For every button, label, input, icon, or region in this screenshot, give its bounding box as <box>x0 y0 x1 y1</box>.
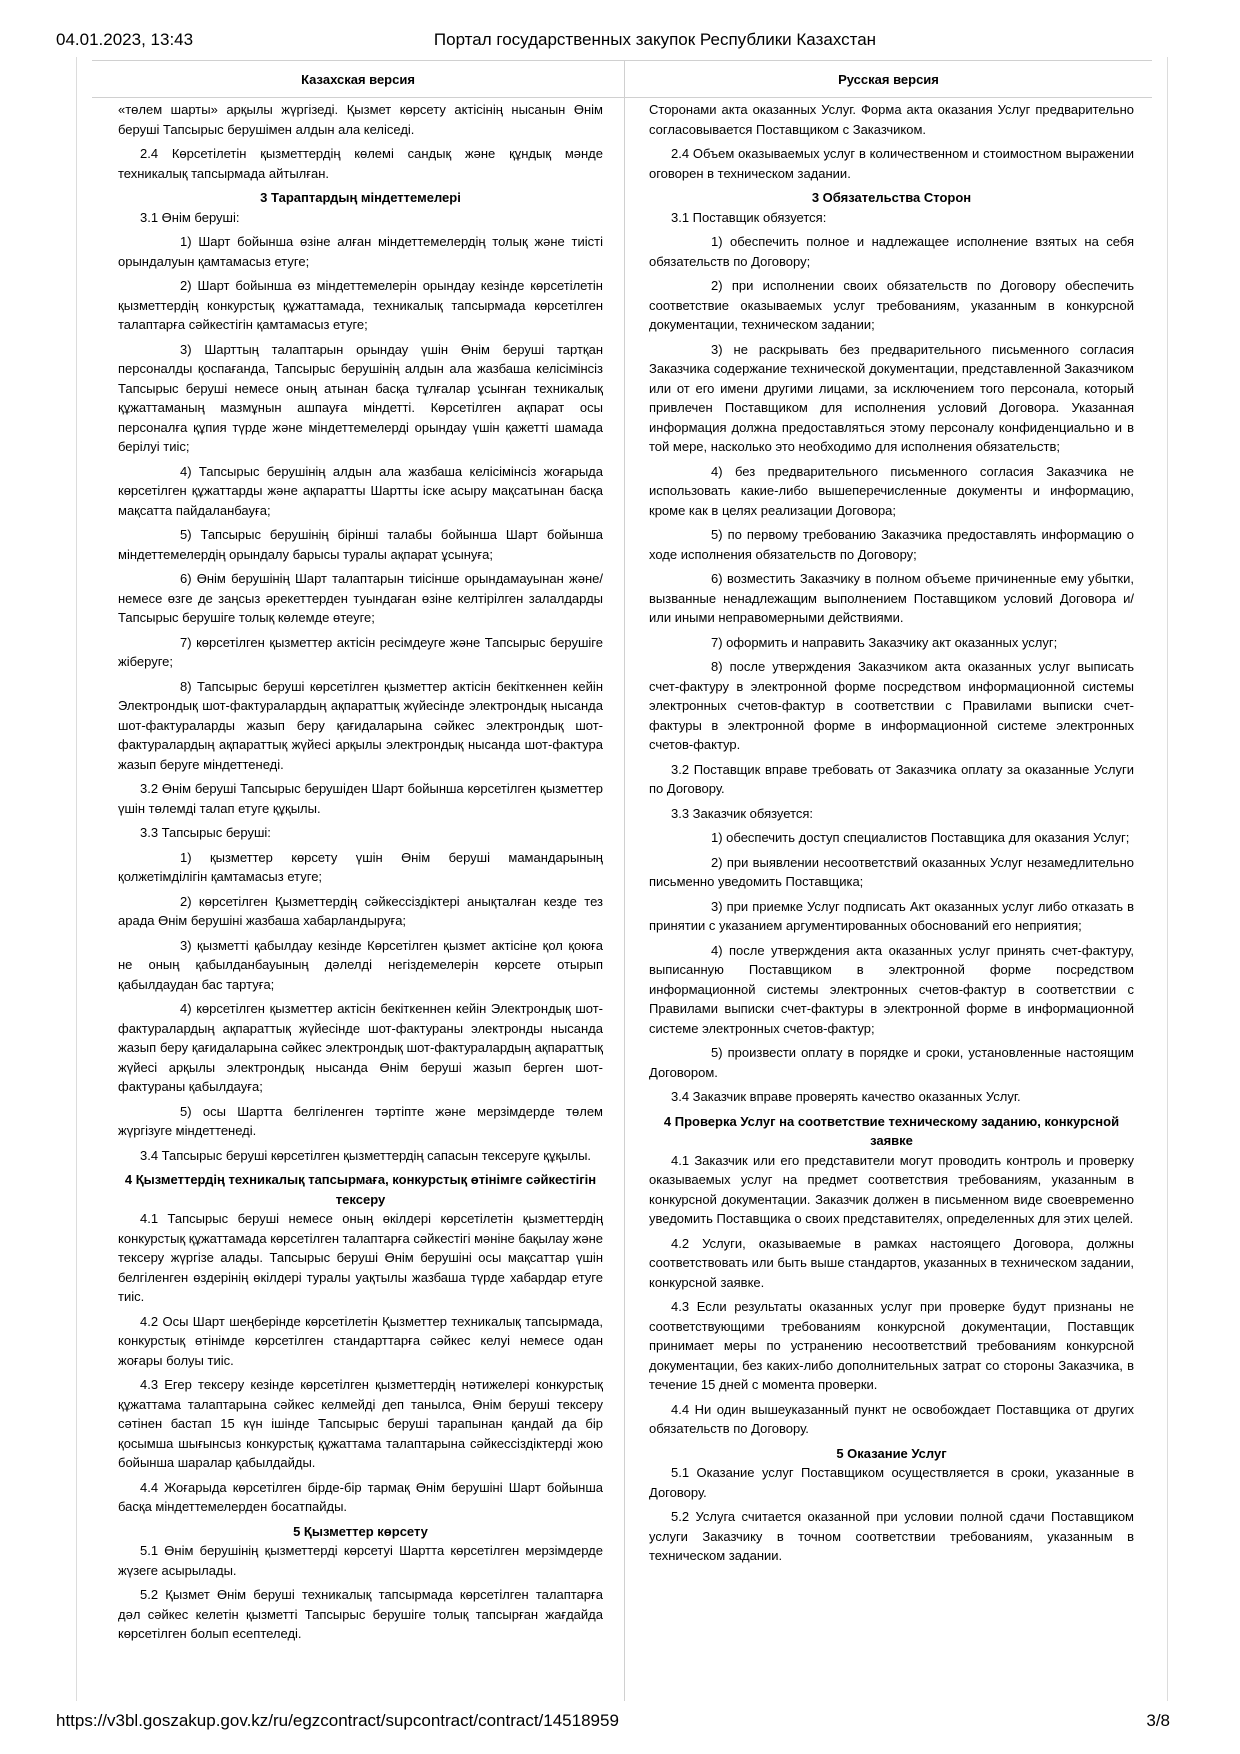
list-item: 1) қызметтер көрсету үшін Өнім беруші мамандарының қолжетімділігін қамтамасыз етуге; <box>118 849 603 884</box>
paragraph: 4.2 Услуги, оказываемые в рамках настоящего Договора, должны соответствовать или быть выше стандартов, указанных в техническом задании, конкурсной заявке. <box>649 1235 1134 1290</box>
list-item: 4) без предварительного письменного согласия Заказчика не использовать какие-либо вышеперечисленные документы и информацию, кроме как в целях реализации Договора; <box>649 463 1134 518</box>
section-heading: 3 Тараптардың міндеттемелері <box>260 190 461 205</box>
list-item: 5) осы Шартта белгіленген тәртіпте және мерзімдерде төлем жүргізуге міндеттенеді. <box>118 1103 603 1138</box>
paragraph: 3.4 Тапсырыс беруші көрсетілген қызметтердің сапасын тексеруге құқылы. <box>140 1147 592 1163</box>
header-kazakh-version: Казахская версия <box>301 72 415 87</box>
list-item: 7) көрсетілген қызметтер актісін ресімдеуге және Тапсырыс берушіге жіберуге; <box>118 634 603 669</box>
column-divider <box>624 60 625 1701</box>
paragraph: 4.4 Ни один вышеуказанный пункт не освобождает Поставщика от других обязательств по Договору. <box>649 1401 1134 1436</box>
paragraph: 2.4 Көрсетілетін қызметтердің көлемі сандық және құндық мәнде техникалық тапсырмада айтылған. <box>118 146 603 181</box>
header-russian-version: Русская версия <box>838 72 939 87</box>
paragraph: 5.1 Оказание услуг Поставщиком осуществляется в сроки, указанные в Договору. <box>649 1465 1134 1500</box>
list-item: 3) қызметті қабылдау кезінде Көрсетілген қызмет актісіне қол қоюға не оның қабылданбауының дәлелді негіздемелерін көрсете отырып қабылдаудан бас тартуға; <box>118 937 603 992</box>
section-heading: 3 Обязательства Сторон <box>811 190 972 205</box>
page-url-link[interactable]: https://v3bl.goszakup.gov.kz/ru/egzcontract/supcontract/contract/14518959 <box>56 1711 619 1730</box>
list-item: 7) оформить и направить Заказчику акт оказанных услуг; <box>711 634 1058 650</box>
list-item: 5) Тапсырыс берушінің бірінші талабы бойынша Шарт бойынша міндеттемелердің орындалу барысы туралы ақпарат ұсынуға; <box>118 527 603 562</box>
list-item: 5) произвести оплату в порядке и сроки, установленные настоящим Договором. <box>649 1045 1134 1080</box>
list-item: 4) көрсетілген қызметтер актісін бекіткеннен кейін Электрондық шот-фактуралардың ақпараттық жүйесінде шот-фактураны электронды нысанда жазып беру қағидаларына сәйкес электрондық шот-фактуралардың ақпараттық жүйесі арқылы электрондық нысанда Өнім беруші жазып берген шот-фактураны қабылдауға; <box>118 1001 603 1094</box>
list-item: 1) обеспечить доступ специалистов Поставщика для оказания Услуг; <box>711 830 1130 845</box>
list-item: 8) после утверждения Заказчиком акта оказанных услуг выписать счет-фактуру в электронной форме посредством информационной системы электронных счетов-фактур в соответствии с Правилами выписки счет-фактуры в электронной форме в информационной системе электронных счетов-фактур. <box>649 659 1134 752</box>
list-item: 8) Тапсырыс беруші көрсетілген қызметтер актісін бекіткеннен кейін Электрондық шот-фактуралардың ақпараттық жүйесінде электрондық нысанда шот-фактураларды жазып беру қағидаларына сәйкес электрондық шот-фактуралардың ақпараттық жүйесі арқылы электрондық нысанда шот-фактура жазып беруге міндеттенеді. <box>118 678 603 772</box>
paragraph: 3.4 Заказчик вправе проверять качество оказанных Услуг. <box>671 1089 1021 1104</box>
kazakh-column <box>118 100 603 1649</box>
paragraph: 4.3 Егер тексеру кезінде көрсетілген қызметтердің нәтижелері конкурстық құжаттама талаптарына сәйкес келмейді деп танылса, Өнім беруші тексеру сәтінен бастап 15 күн ішінде Тапсырыс беруші тарапынан қандай да бір қосымша шығынсыз конкурстық құжаттама талаптарына сәйкессіздіктерді жою бойынша шаралар қабылдайды. <box>118 1377 603 1470</box>
list-item: 6) возместить Заказчику в полном объеме причиненные ему убытки, вызванные ненадлежащим выполнением Поставщиком условий Договора и/или иными неправомерными действиями. <box>649 571 1134 625</box>
paragraph: 3.1 Өнім беруші: <box>140 209 240 225</box>
paragraph: 4.1 Заказчик или его представители могут проводить контроль и проверку оказываемых услуг на предмет соответствия требованиям, указанным в конкурсной документации. Заказчик должен в письменном виде своевременно уведомить Поставщика о своих представителях, определенных для этих целей. <box>649 1152 1134 1226</box>
paragraph: 3.1 Поставщик обязуется: <box>671 209 827 225</box>
bilingual-contract-table <box>92 60 1152 1701</box>
paragraph: Сторонами акта оказанных Услуг. Форма акта оказания Услуг предварительно согласовывается Поставщиком с Заказчиком. <box>649 102 1134 137</box>
section-heading: 5 Оказание Услуг <box>836 1445 947 1461</box>
list-item: 3) не раскрывать без предварительного письменного согласия Заказчика содержание технической документации, представленной Заказчиком или от его имени другими лицами, за исключением того персонала, который привлечен Поставщиком для исполнения условий Договора. Указанная информация должна предоставляться этому персоналу конфиденциально и в той мере, насколько это необходимо для исполнения обязательств; <box>649 341 1134 454</box>
paragraph: 3.2 Өнім беруші Тапсырыс берушіден Шарт бойынша көрсетілген қызметтер үшін төлемді талап етуге құқылы. <box>118 781 603 816</box>
list-item: 2) при исполнении своих обязательств по Договору обеспечить соответствие оказываемых услуг требованиям, указанным в конкурсной документации, техническом задании; <box>649 278 1134 332</box>
print-datetime: 04.01.2023, 13:43 <box>56 30 194 49</box>
paragraph: 5.2 Қызмет Өнім беруші техникалық тапсырмада көрсетілген талаптарға дәл сәйкес келетін қызметті Тапсырыс берушіге толық тапсырған жағдайда көрсетілген болып есептеледі. <box>118 1587 603 1641</box>
list-item: 6) Өнім берушінің Шарт талаптарын тиісінше орындамауынан және/немесе өзге де заңсыз әрекеттерден туындаған өзіне келтірілген залалдарды Тапсырыс берушіге толық көлемде өтеуге; <box>118 571 603 625</box>
list-item: 4) Тапсырыс берушінің алдын ала жазбаша келісімінсіз жоғарыда көрсетілген құжаттарды және ақпаратты Шартты іске асыру мақсатынан басқа мақсатта пайдаланбауға; <box>118 463 603 518</box>
paragraph: 3.2 Поставщик вправе требовать от Заказчика оплату за оказанные Услуги по Договору. <box>649 761 1134 796</box>
list-item: 1) обеспечить полное и надлежащее исполнение взятых на себя обязательств по Договору; <box>649 234 1134 269</box>
list-item: 3) Шарттың талаптарын орындау үшін Өнім беруші тартқан персоналды қоспағанда, Тапсырыс берушінің алдын ала жазбаша келісімінсіз Тапсырыс беруші немесе оның атынан басқа тұлғалар ұсынған техникалық құжаттаманың мазмұнын ашпауға міндетті. Көрсетілген ақпарат осы персоналға құпия түрде және міндеттемелерді орындау үшін қажетті шамада берілуі тиіс; <box>118 341 603 454</box>
list-item: 3) при приемке Услуг подписать Акт оказанных услуг либо отказать в принятии с указанием аргументированных обоснований его неприятия; <box>649 898 1134 933</box>
paragraph: 5.2 Услуга считается оказанной при условии полной сдачи Поставщиком услуги Заказчику в точном соответствии требованиям, указанным в техническом задании. <box>649 1509 1134 1563</box>
list-item: 2) Шарт бойынша өз міндеттемелерін орындау кезінде көрсетілетін қызметтердің конкурстық құжаттамада, техникалық тапсырмада көрсетілген талаптарға сәйкестігін қамтамасыз етуге; <box>118 278 603 332</box>
paragraph: 3.3 Тапсырыс беруші: <box>140 825 271 840</box>
paragraph: 4.2 Осы Шарт шеңберінде көрсетілетін Қызметтер техникалық тапсырмада, конкурстық өтінімде көрсетілген стандарттарға сәйкес келуі немесе одан жоғары болуы тиіс. <box>118 1313 603 1368</box>
russian-column <box>649 100 1134 1571</box>
list-item: 4) после утверждения акта оказанных услуг принять счет-фактуру, выписанную Поставщиком в электронной форме посредством информационной системы электронных счетов-фактур в соответствии с Правилами выписки счет-фактуры в электронной форме в информационной системе электронных счетов-фактур; <box>649 942 1134 1036</box>
paragraph: «төлем шарты» арқылы жүргізеді. Қызмет көрсету актісінің нысанын Өнім беруші Тапсырыс берушімен алдын ала келіседі. <box>118 102 603 137</box>
list-item: 1) Шарт бойынша өзіне алған міндеттемелердің толық және тиісті орындалуын қамтамасыз етуге; <box>118 234 603 269</box>
list-item: 2) при выявлении несоответствий оказанных Услуг незамедлительно письменно уведомить Поставщика; <box>649 854 1134 889</box>
section-heading: 4 Проверка Услуг на соответствие техническому заданию, конкурсной заявке <box>663 1113 1120 1148</box>
page-title: Портал государственных закупок Республики Казахстан <box>433 30 877 49</box>
paragraph: 4.3 Если результаты оказанных услуг при проверке будут признаны не соответствующими требованиям конкурсной документации, Поставщик принимает меры по устранению несоответствий требованиям конкурсной документации, без каких-либо дополнительных затрат со стороны Заказчика, в течение 15 дней с момента проверки. <box>649 1299 1134 1392</box>
page-number: 3/8 <box>1146 1711 1170 1730</box>
paragraph: 4.4 Жоғарыда көрсетілген бірде-бір тармақ Өнім берушіні Шарт бойынша басқа міндеттемелерден босатпайды. <box>118 1479 603 1514</box>
paragraph: 3.3 Заказчик обязуется: <box>671 805 814 821</box>
paragraph: 2.4 Объем оказываемых услуг в количественном и стоимостном выражении оговорен в техническом задании. <box>649 146 1134 181</box>
paragraph: 5.1 Өнім берушінің қызметтерді көрсетуі Шартта көрсетілген мерзімдерде жүзеге асырылады. <box>118 1543 603 1578</box>
list-item: 2) көрсетілген Қызметтердің сәйкессіздіктері анықталған кезде тез арада Өнім берушіні жазбаша хабарландыруға; <box>118 893 603 928</box>
section-heading: 4 Қызметтердің техникалық тапсырмаға, конкурстық өтінімге сәйкестігін тексеру <box>124 1172 597 1207</box>
list-item: 5) по первому требованию Заказчика предоставлять информацию о ходе исполнения обязательств по Договору; <box>649 527 1134 562</box>
table-header-row <box>92 60 1152 98</box>
paragraph: 4.1 Тапсырыс беруші немесе оның өкілдері көрсетілетін қызметтердің конкурстық құжаттамада көрсетілген талаптарға сәйкестігі мәніне бақылау және тексеру жүргізе алады. Тапсырыс беруші Өнім берушіні осы мақсаттар үшін белгіленген өздерінің өкілдері туралы уақтылы жазбаша түрде хабардар етуге тиіс. <box>118 1211 603 1304</box>
section-heading: 5 Қызметтер көрсету <box>293 1523 428 1539</box>
